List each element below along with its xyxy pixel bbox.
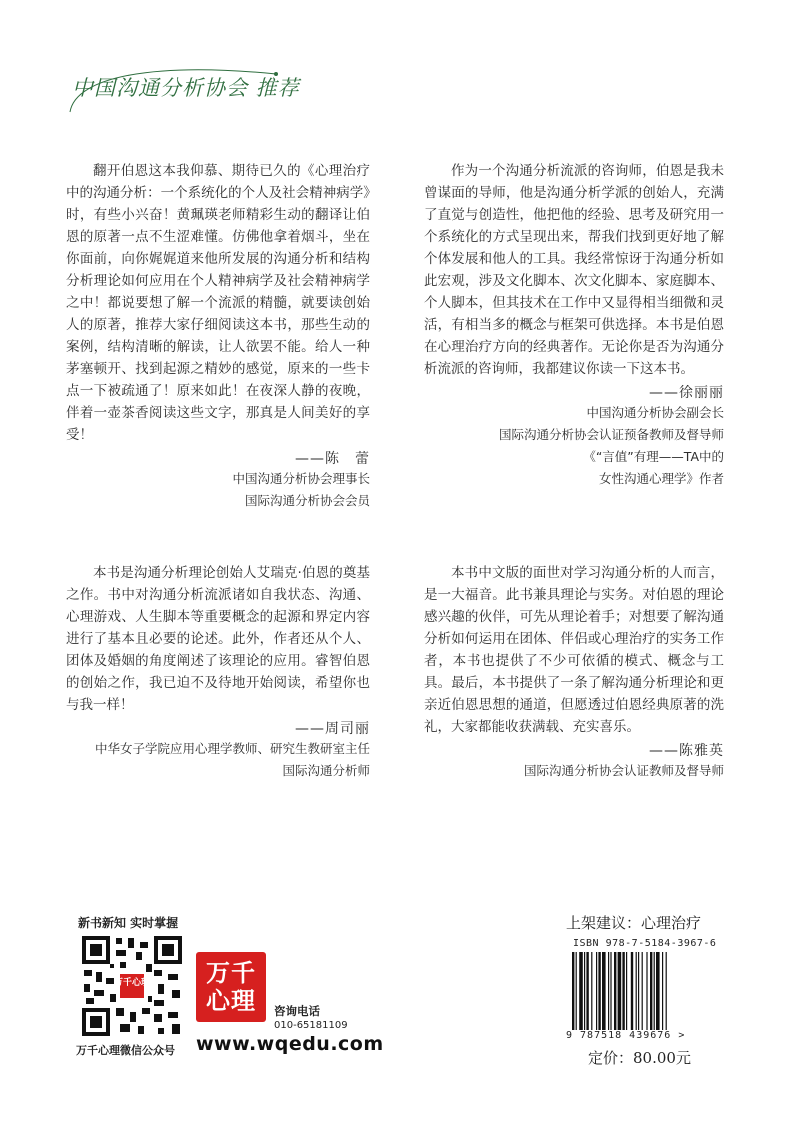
review-author: ——周司丽 bbox=[295, 721, 370, 737]
author-title: 女性沟通心理学》作者 bbox=[598, 471, 724, 486]
review-chen-lei bbox=[66, 160, 370, 512]
isbn-text: ISBN 978-7-5184-3967-6 bbox=[573, 938, 717, 949]
author-title: 国际沟通分析协会认证教师及督导师 bbox=[523, 763, 724, 778]
barcode-bar bbox=[666, 952, 667, 1030]
review-text: 作为一个沟通分析流派的咨询师，伯恩是我未曾谋面的导师，他是沟通分析学派的创始人，充满了直觉与创造性，他把他的经验、思考及研究用一个系统化的方式呈现出来，帮我们找到更好地了解个体发展和他人的工具。我经常惊讶于沟通分析如此宏观，涉及文化脚本、次文化脚本、家庭脚本、个人脚本，但其技术在工作中又显得相当细微和灵活，有相当多的概念与框架可供选择。本书是伯恩在心理治疗方向的经典著作。无论你是否为沟通分析流派的咨询师，我都建议你读一下这本书。 bbox=[424, 163, 724, 377]
barcode-bar bbox=[626, 952, 627, 1030]
shelf-suggestion: 上架建议：心理治疗 bbox=[566, 914, 702, 932]
review-text: 翻开伯恩这本我仰慕、期待已久的《心理治疗中的沟通分析：一个系统化的个人及社会精神病学》时，有些小兴奋！黄珮瑛老师精彩生动的翻译让伯恩的原著一点不生涩难懂。仿佛他拿着烟斗，坐在你面前，向你娓娓道来他所发展的沟通分析和结构分析理论如何应用在个人精神病学及社会精神病学之中！都说要想了解一个流派的精髓，就要读创始人的原著，推荐大家仔细阅读这本书，那些生动的案例，结构清晰的解读，让人欲罢不能。给人一种茅塞顿开、找到起源之精妙的感觉，原来的一些卡点一下被疏通了！原来如此！在夜深人静的夜晚，伴着一壶茶香阅读这些文字，那真是人间美好的享受！ bbox=[66, 163, 370, 443]
barcode-bar bbox=[654, 952, 655, 1030]
author-title: 中国沟通分析协会理事长 bbox=[232, 471, 370, 486]
barcode-bar bbox=[618, 952, 622, 1030]
review-xu-lili bbox=[424, 160, 724, 490]
barcode-bar bbox=[656, 952, 660, 1030]
barcode-bar bbox=[608, 952, 609, 1030]
publisher-logo bbox=[196, 952, 266, 1022]
barcode-bar bbox=[579, 952, 583, 1030]
author-title: 中华女子学院应用心理学教师、研究生教研室主任 bbox=[94, 741, 370, 756]
barcode-bar bbox=[646, 952, 647, 1030]
barcode-bar bbox=[636, 952, 637, 1030]
barcode-bar bbox=[602, 952, 606, 1030]
logo-line-1: 万千 bbox=[206, 959, 256, 987]
consult-phone: 010-65181109 bbox=[274, 1020, 348, 1031]
consult-label: 咨询电话 bbox=[274, 1004, 320, 1018]
barcode-bar bbox=[642, 952, 643, 1030]
publisher-website-link[interactable]: www.wqedu.com bbox=[196, 1033, 384, 1055]
review-zhou-sili bbox=[66, 562, 370, 782]
review-text: 本书中文版的面世对学习沟通分析的人而言，是一大福音。此书兼具理论与实务。对伯恩的理论感兴趣的伙伴，可先从理论着手；对想要了解沟通分析如何运用在团体、伴侣或心理治疗的实务工作者，本书也提供了不少可依循的模式、概念与工具。最后，本书提供了一条了解沟通分析理论和更亲近伯恩思想的通道，但愿透过伯恩经典原著的洗礼，大家都能收获满载、充实喜乐。 bbox=[424, 565, 724, 735]
barcode-bar bbox=[596, 952, 597, 1030]
logo-line-2: 心理 bbox=[206, 987, 256, 1015]
isbn-barcode bbox=[570, 952, 710, 1030]
barcode-bar bbox=[662, 952, 663, 1030]
author-title: 中国沟通分析协会副会长 bbox=[586, 405, 724, 420]
barcode-bar bbox=[631, 952, 633, 1030]
wechat-qr-code[interactable] bbox=[80, 934, 184, 1038]
qr-caption: 新书新知 实时掌握 bbox=[78, 916, 179, 930]
barcode-bar bbox=[622, 952, 624, 1030]
barcode-bar bbox=[584, 952, 585, 1030]
barcode-bar bbox=[614, 952, 616, 1030]
qr-account-label: 万千心理微信公众号 bbox=[76, 1044, 175, 1057]
qr-center-logo: 万千心理 bbox=[113, 978, 151, 988]
barcode-bar bbox=[576, 952, 577, 1030]
review-author: ——徐丽丽 bbox=[649, 385, 724, 401]
author-title: 国际沟通分析协会会员 bbox=[244, 493, 370, 508]
barcode-bar bbox=[650, 952, 652, 1030]
author-title: 《“言值”有理——TA中的 bbox=[583, 449, 724, 464]
author-title: 国际沟通分析师 bbox=[282, 763, 370, 778]
barcode-bar bbox=[610, 952, 611, 1030]
author-title: 国际沟通分析协会认证预备教师及督导师 bbox=[498, 427, 724, 442]
review-text: 本书是沟通分析理论创始人艾瑞克·伯恩的奠基之作。书中对沟通分析流派诸如自我状态、沟通、心理游戏、人生脚本等重要概念的起源和界定内容进行了基本且必要的论述。此外，作者还从个人、团体及婚姻的角度阐述了该理论的应用。睿智伯恩的创始之作，我已迫不及待地开始阅读，希望你也与我一样！ bbox=[66, 565, 370, 713]
book-price: 定价：80.00元 bbox=[588, 1049, 691, 1067]
review-author: ——陈雅英 bbox=[649, 743, 724, 759]
barcode-bar bbox=[572, 952, 574, 1030]
barcode-bar bbox=[591, 952, 592, 1030]
barcode-bar bbox=[586, 952, 588, 1030]
barcode-bar bbox=[638, 952, 639, 1030]
barcode-digits: 9 787518 439676 > bbox=[566, 1030, 686, 1041]
review-chen-yaying bbox=[424, 562, 724, 782]
recommendation-header bbox=[66, 66, 376, 114]
header-title: 中国沟通分析协会 推荐 bbox=[72, 76, 300, 100]
review-author: ——陈 蕾 bbox=[295, 451, 370, 467]
barcode-bar bbox=[598, 952, 600, 1030]
